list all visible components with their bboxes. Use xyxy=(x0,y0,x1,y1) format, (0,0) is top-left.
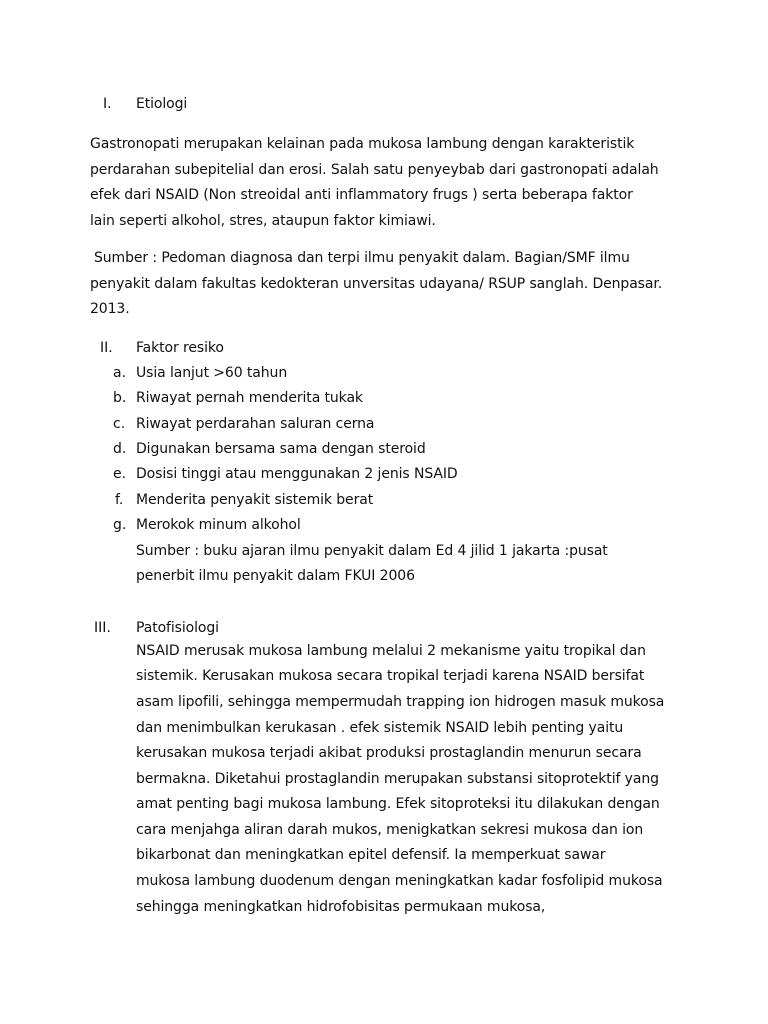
paragraph-line: sistemik. Kerusakan mukosa secara tropikal terjadi karena NSAID bersifat xyxy=(136,668,645,684)
list-item: Menderita penyakit sistemik berat xyxy=(136,492,374,508)
list-item: Usia lanjut >60 tahun xyxy=(136,365,288,381)
list-marker: g. xyxy=(113,517,127,533)
section-2-title: Faktor resiko xyxy=(136,340,224,356)
paragraph-line: asam lipofili, sehingga mempermudah trapping ion hidrogen masuk mukosa xyxy=(136,694,665,710)
paragraph-line: dan menimbulkan kerukasan . efek sistemik NSAID lebih penting yaitu xyxy=(136,720,624,736)
paragraph-line: kerusakan mukosa terjadi akibat produksi prostaglandin menurun secara xyxy=(136,745,642,761)
list-item: Dosisi tinggi atau menggunakan 2 jenis NSAID xyxy=(136,466,458,482)
paragraph-line: lain seperti alkohol, stres, ataupun faktor kimiawi. xyxy=(90,213,436,229)
paragraph-line: NSAID merusak mukosa lambung melalui 2 mekanisme yaitu tropikal dan xyxy=(136,643,646,659)
list-marker: b. xyxy=(113,390,127,406)
list-item: Digunakan bersama sama dengan steroid xyxy=(136,441,426,457)
source-line: Sumber : buku ajaran ilmu penyakit dalam Ed 4 jilid 1 jakarta :pusat xyxy=(136,543,608,559)
section-1-title: Etiologi xyxy=(136,96,188,112)
list-item: Riwayat perdarahan saluran cerna xyxy=(136,416,375,432)
list-marker: c. xyxy=(113,416,126,432)
list-marker: e. xyxy=(113,466,127,482)
list-marker: f. xyxy=(115,492,124,508)
paragraph-line: mukosa lambung duodenum dengan meningkatkan kadar fosfolipid mukosa xyxy=(136,873,663,889)
paragraph-line: perdarahan subepitelial dan erosi. Salah satu penyeybab dari gastronopati adalah xyxy=(90,162,659,178)
section-3-title: Patofisiologi xyxy=(136,620,219,636)
source-line: 2013. xyxy=(90,301,130,317)
paragraph-line: sehingga meningkatkan hidrofobisitas permukaan mukosa, xyxy=(136,899,546,915)
source-line: penerbit ilmu penyakit dalam FKUI 2006 xyxy=(136,568,415,584)
paragraph-line: bikarbonat dan meningkatkan epitel defensif. Ia memperkuat sawar xyxy=(136,847,606,863)
section-3-number: III. xyxy=(94,620,111,636)
paragraph-line: Gastronopati merupakan kelainan pada mukosa lambung dengan karakteristik xyxy=(90,136,635,152)
paragraph-line: efek dari NSAID (Non streoidal anti inflammatory frugs ) serta beberapa faktor xyxy=(90,187,633,203)
list-marker: d. xyxy=(113,441,127,457)
paragraph-line: amat penting bagi mukosa lambung. Efek sitoproteksi itu dilakukan dengan xyxy=(136,796,660,812)
list-marker: a. xyxy=(113,365,127,381)
source-line: penyakit dalam fakultas kedokteran unversitas udayana/ RSUP sanglah. Denpasar. xyxy=(90,276,663,292)
section-1-number: I. xyxy=(103,96,112,112)
source-line: Sumber : Pedoman diagnosa dan terpi ilmu penyakit dalam. Bagian/SMF ilmu xyxy=(94,250,630,266)
paragraph-line: bermakna. Diketahui prostaglandin merupakan substansi sitoprotektif yang xyxy=(136,771,659,787)
list-item: Merokok minum alkohol xyxy=(136,517,301,533)
paragraph-line: cara menjahga aliran darah mukos, menigkatkan sekresi mukosa dan ion xyxy=(136,822,644,838)
section-2-number: II. xyxy=(100,340,113,356)
list-item: Riwayat pernah menderita tukak xyxy=(136,390,363,406)
